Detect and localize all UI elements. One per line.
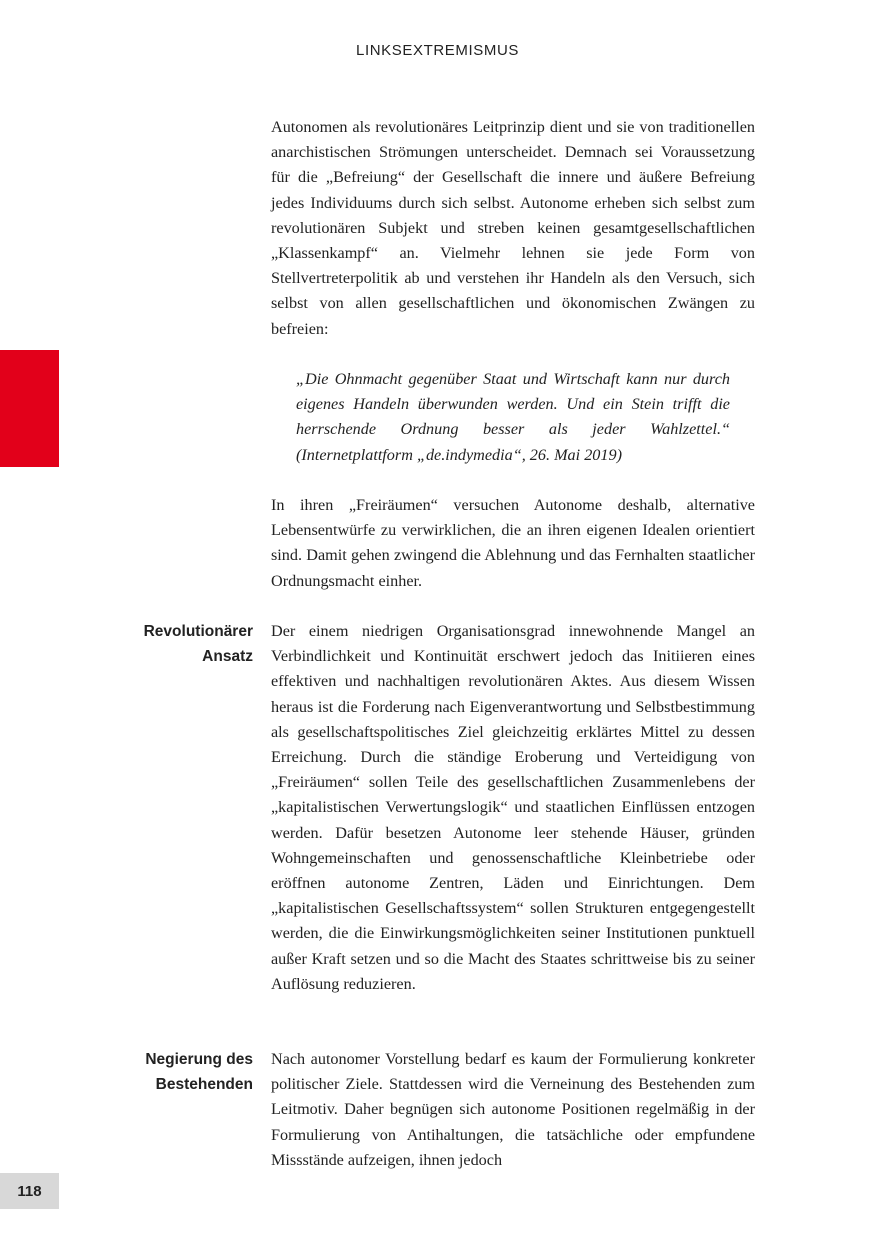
margin-heading-line: Bestehenden [155, 1076, 253, 1094]
margin-heading-line: Revolutionärer [143, 623, 253, 640]
running-header: LINKSEXTREMISMUS [356, 42, 519, 59]
paragraph-negierung [271, 1047, 755, 1173]
paragraph-text: Nach autonomer Vorstellung bedarf es kaum der Formulierung konkreter politischer Ziele. Stattdessen wird die Verneinung des Bestehenden zum Leitmotiv. Daher begnügen sich autonome Positionen regelmäßig in der Formulierung von Antihaltungen, die tatsächliche oder empfundene Missstände aufzeigen, ihnen jedoch [271, 1050, 755, 1169]
margin-heading-line: Ansatz [202, 648, 253, 666]
paragraph-freiraeume [271, 493, 755, 594]
paragraph-intro [271, 115, 755, 342]
margin-heading-negierung [103, 1047, 253, 1097]
margin-heading-revolutionaerer-ansatz [103, 619, 253, 669]
paragraph-text: In ihren „Freiräumen“ versuchen Autonome deshalb, alternative Lebensentwürfe zu verwirklichen, die an ihren eigenen Idealen orientiert sind. Damit gehen zwingend die Ablehnung und das Fernhalten staatlicher Ordnungsmacht einher. [271, 496, 755, 590]
page-number: 118 [0, 1173, 59, 1209]
paragraph-text: Autonomen als revolutionäres Leitprinzip dient und sie von traditionellen anarchistischen Strömungen unterscheidet. Demnach sei Voraussetzung für die „Befreiung“ der Gesellschaft die innere und äußere Befreiung jedes Individuums durch sich selbst. Autonome erheben sich selbst zum revolutionären Subjekt und streben keinen gesamtgesellschaftlichen „Klassenkampf“ an. Vielmehr lehnen sie jede Form von Stellvertreterpolitik ab und verstehen ihr Handeln als den Versuch, sich selbst von allen gesellschaftlichen und ökonomischen Zwängen zu befreien: [271, 118, 755, 338]
paragraph-text: Der einem niedrigen Organisationsgrad innewohnende Mangel an Verbindlichkeit und Kontinuität erschwert jedoch das Initiieren eines effektiven und nachhaltigen revolutionären Aktes. Aus diesem Wissen heraus ist die Forderung nach Eigenverantwortung und Selbstbestimmung als gesellschaftspolitisches Ziel gleichzeitig erklärtes Mittel zu dessen Erreichung. Durch die ständige Eroberung und Verteidigung von „Freiräumen“ sollen Teile des gesellschaftlichen Zusammenlebens der „kapitalistischen Verwertungslogik“ und staatlichen Einflüssen entzogen werden. Dafür besetzen Autonome leer stehende Häuser, gründen Wohngemeinschaften und genossenschaftliche Kleinbetriebe oder eröffnen autonome Zentren, Läden und Einrichtungen. Dem „kapitalistischen Gesellschaftssystem“ sollen Strukturen entgegengestellt werden, die die Einwirkungsmöglichkeiten seiner Institutionen punktuell außer Kraft setzen und so die Macht des Staates schrittweise bis zu seiner Auflösung reduzieren. [271, 622, 755, 993]
paragraph-revolutionaerer-ansatz [271, 619, 755, 997]
block-quote [296, 367, 730, 468]
chapter-color-tab [0, 350, 59, 467]
quote-text: „Die Ohnmacht gegenüber Staat und Wirtschaft kann nur durch eigenes Handeln überwunden werden. Und ein Stein trifft die herrschende Ordnung besser als jeder Wahlzettel.“ (Internetplattform „de.indymedia“, 26. Mai 2019) [296, 370, 730, 464]
margin-heading-line: Negierung des [145, 1051, 253, 1068]
